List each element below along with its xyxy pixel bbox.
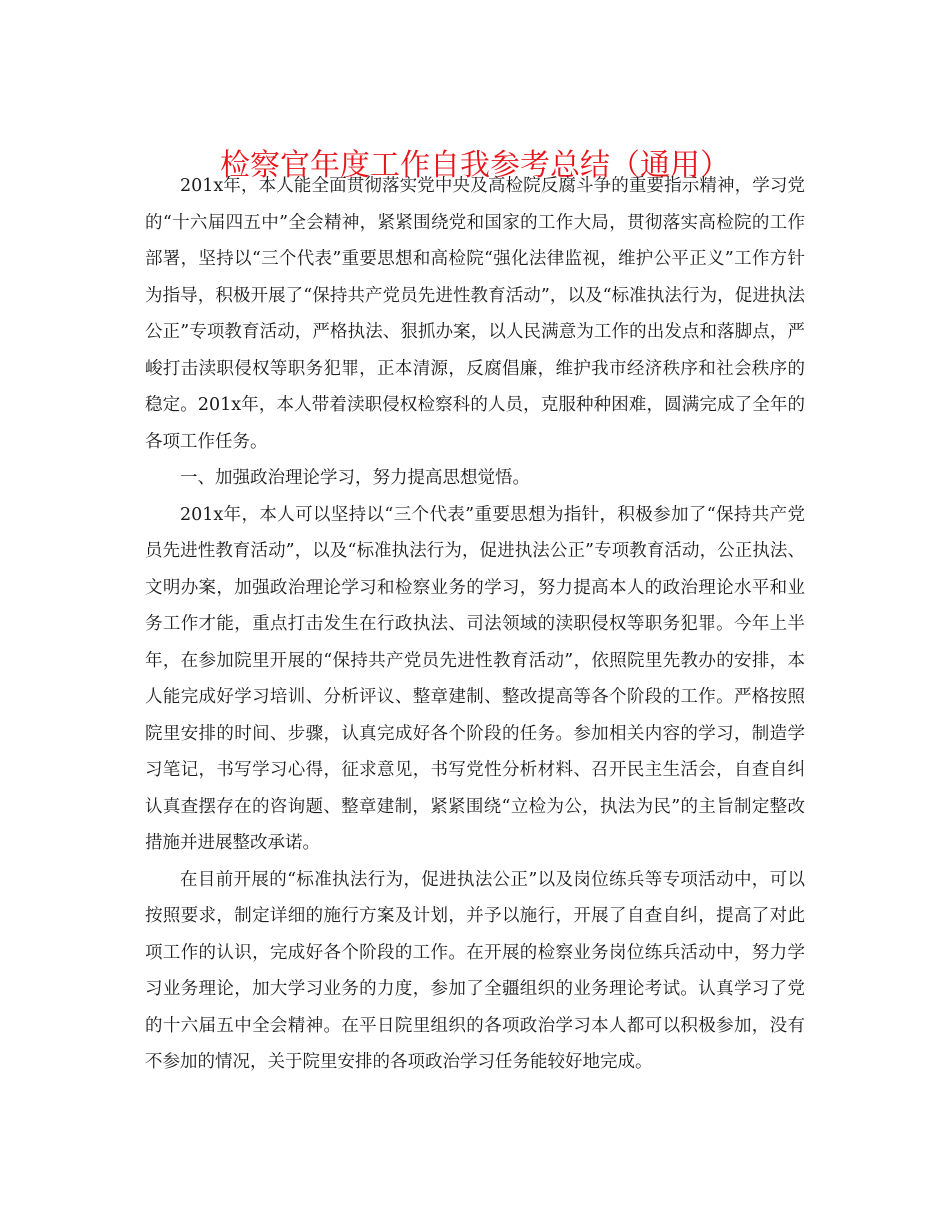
document-body xyxy=(145,168,805,1081)
paragraph-study: 201x年，本人可以坚持以“三个代表”重要思想为指针，积极参加了“保持共产党员先进性教育活动”，以及“标准执法行为，促进执法公正”专项教育活动，公正执法、文明办案，加强政治理论学习和检察业务的学习，努力提高本人的政治理论水平和业务工作才能，重点打击发生在行政执法、司法领域的渎职侵权等职务犯罪。今年上半年，在参加院里开展的“保持共产党员先进性教育活动”，依照院里先教办的安排，本人能完成好学习培训、分析评议、整章建制、整改提高等各个阶段的工作。严格按照院里安排的时间、步骤，认真完成好各个阶段的任务。参加相关内容的学习，制造学习笔记，书写学习心得，征求意见，书写党性分析材料、召开民主生活会，自查自纠认真查摆存在的咨询题、整章建制，紧紧围绕“立检为公，执法为民”的主旨制定整改措施并进展整改承诺。 xyxy=(145,504,805,853)
paragraph-intro: 201x年，本人能全面贯彻落实党中央及高检院反腐斗争的重要指示精神，学习党的“十六届四五中”全会精神，紧紧围绕党和国家的工作大局，贯彻落实高检院的工作部署，坚持以“三个代表”重要思想和高检院“强化法律监视，维护公平正义”工作方针为指导，积极开展了“保持共产党员先进性教育活动”，以及“标准执法行为，促进执法公正”专项教育活动，严格执法、狠抓办案，以人民满意为工作的出发点和落脚点，严峻打击渎职侵权等职务犯罪，正本清源，反腐倡廉，维护我市经济秩序和社会秩序的稳定。201x年，本人带着渎职侵权检察科的人员，克服种种困难，圆满完成了全年的各项工作任务。 xyxy=(145,176,805,452)
section-heading-1: 一、加强政治理论学习，努力提高思想觉悟。 xyxy=(180,468,530,488)
paragraph-activities: 在目前开展的“标准执法行为，促进执法公正”以及岗位练兵等专项活动中，可以按照要求，制定详细的施行方案及计划，并予以施行，开展了自查自纠，提高了对此项工作的认识，完成好各个阶段的工作。在开展的检察业务岗位练兵活动中，努力学习业务理论，加大学习业务的力度，参加了全疆组织的业务理论考试。认真学习了党的十六届五中全会精神。在平日院里组织的各项政治学习本人都可以积极参加，没有不参加的情况，关于院里安排的各项政治学习任务能较好地完成。 xyxy=(145,869,805,1072)
document-title: 检察官年度工作自我参考总结（通用） xyxy=(220,148,730,184)
